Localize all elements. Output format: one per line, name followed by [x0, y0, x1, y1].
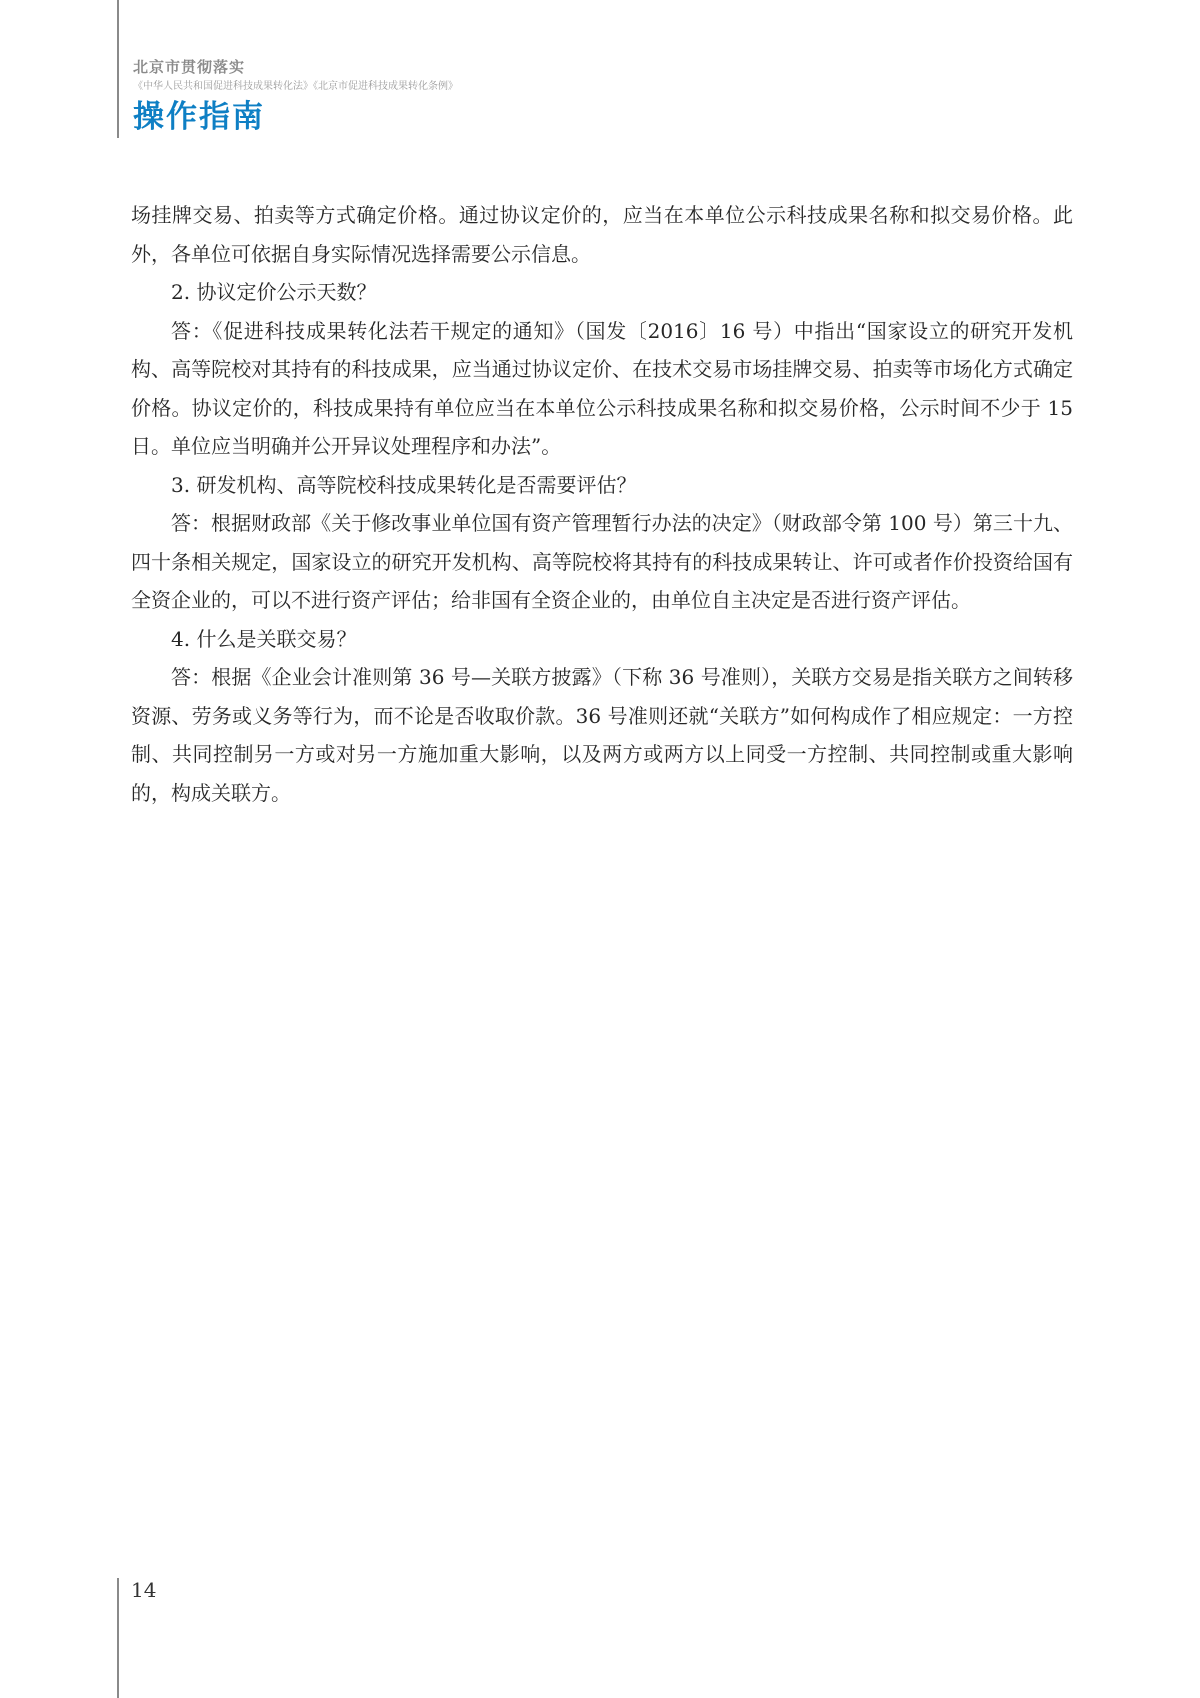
page-number: 14: [131, 1578, 157, 1602]
footer-vertical-rule: [117, 1578, 119, 1698]
running-header: [133, 57, 1033, 136]
answer-paragraph: 答：根据财政部《关于修改事业单位国有资产管理暂行办法的决定》（财政部令第 100 号）第三十九、四十条相关规定，国家设立的研究开发机构、高等院校将其持有的科技成果转让、许可或者作价投资给国有全资企业的，可以不进行资产评估；给非国有全资企业的，由单位自主决定是否进行资产评估。: [131, 511, 1073, 612]
question-heading: 2. 协议定价公示天数？: [171, 280, 377, 304]
paragraph: 场挂牌交易、拍卖等方式确定价格。通过协议定价的，应当在本单位公示科技成果名称和拟交易价格。此外，各单位可依据自身实际情况选择需要公示信息。: [131, 203, 1073, 266]
answer-paragraph: 答：根据《企业会计准则第 36 号—关联方披露》（下称 36 号准则），关联方交易是指关联方之间转移资源、劳务或义务等行为，而不论是否收取价款。36 号准则还就“关联方”如何构成作了相应规定：一方控制、共同控制另一方或对另一方施加重大影响，以及两方或两方以上同受一方控制、共同控制或重大影响的，构成关联方。: [131, 665, 1073, 805]
header-subtitle: 北京市贯彻落实: [133, 58, 246, 76]
body-text: [131, 196, 1073, 812]
header-title: 操作指南: [133, 99, 265, 135]
question-heading: 3. 研发机构、高等院校科技成果转化是否需要评估？: [171, 472, 637, 497]
header-law-titles: 《中华人民共和国促进科技成果转化法》《北京市促进科技成果转化条例》: [133, 81, 458, 92]
answer-paragraph: 答：《促进科技成果转化法若干规定的通知》（国发〔2016〕16 号）中指出“国家设立的研究开发机构、高等院校对其持有的科技成果，应当通过协议定价、在技术交易市场挂牌交易、拍卖等市场化方式确定价格。协议定价的，科技成果持有单位应当在本单位公示科技成果名称和拟交易价格，公示时间不少于 15 日。单位应当明确并公开异议处理程序和办法”。: [131, 318, 1073, 458]
question-heading: 4. 什么是关联交易？: [171, 626, 357, 651]
header-vertical-rule: [117, 0, 119, 138]
